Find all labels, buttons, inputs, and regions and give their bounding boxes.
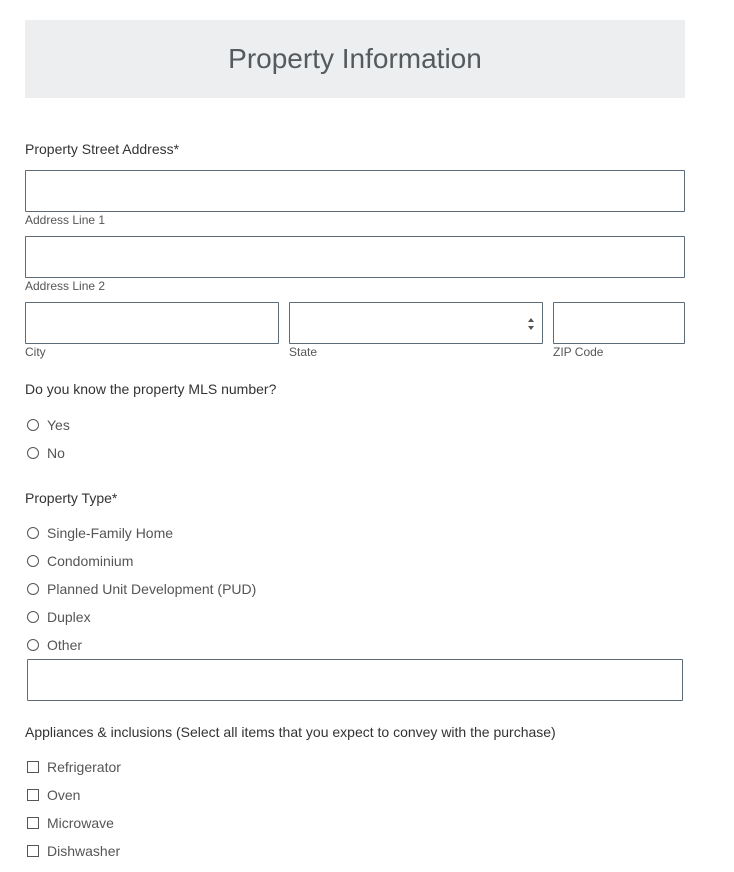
address-line-2-input[interactable]: [25, 236, 685, 278]
property-type-option-pud[interactable]: Planned Unit Development (PUD): [27, 580, 256, 598]
address-line-1-sublabel: Address Line 1: [25, 213, 106, 227]
appliances-label: Appliances & inclusions (Select all items that you expect to convey with the purchase): [25, 724, 556, 740]
property-type-option-single-family[interactable]: Single-Family Home: [27, 524, 173, 542]
checkbox[interactable]: [27, 817, 39, 829]
section-header: [25, 20, 685, 98]
radio-button[interactable]: [27, 447, 39, 459]
zip-code-input[interactable]: [553, 302, 685, 344]
property-type-other-input[interactable]: [27, 659, 683, 701]
address-line-2-sublabel: Address Line 2: [25, 279, 106, 293]
radio-button[interactable]: [27, 527, 39, 539]
radio-button[interactable]: [27, 555, 39, 567]
property-type-option-other[interactable]: Other: [27, 636, 82, 654]
page-title: Property Information: [228, 43, 482, 74]
radio-button[interactable]: [27, 611, 39, 623]
street-address-label: Property Street Address*: [25, 141, 180, 157]
radio-button[interactable]: [27, 639, 39, 651]
radio-button[interactable]: [27, 419, 39, 431]
appliance-option-refrigerator[interactable]: Refrigerator: [27, 758, 121, 776]
property-type-option-duplex[interactable]: Duplex: [27, 608, 91, 626]
city-input[interactable]: [25, 302, 279, 344]
city-sublabel: City: [25, 345, 46, 359]
address-line-1-input[interactable]: [25, 170, 685, 212]
radio-button[interactable]: [27, 583, 39, 595]
state-select[interactable]: [289, 302, 543, 344]
property-type-option-condominium[interactable]: Condominium: [27, 552, 133, 570]
checkbox[interactable]: [27, 789, 39, 801]
mls-option-yes[interactable]: Yes: [27, 416, 70, 434]
zip-code-sublabel: ZIP Code: [553, 345, 604, 359]
mls-question-label: Do you know the property MLS number?: [25, 381, 277, 397]
select-arrows-icon: [527, 317, 535, 331]
state-sublabel: State: [289, 345, 318, 359]
appliance-option-oven[interactable]: Oven: [27, 786, 80, 804]
appliance-option-dishwasher[interactable]: Dishwasher: [27, 842, 120, 860]
appliance-option-microwave[interactable]: Microwave: [27, 814, 114, 832]
checkbox[interactable]: [27, 845, 39, 857]
mls-option-no[interactable]: No: [27, 444, 65, 462]
property-type-label: Property Type*: [25, 490, 118, 506]
checkbox[interactable]: [27, 761, 39, 773]
